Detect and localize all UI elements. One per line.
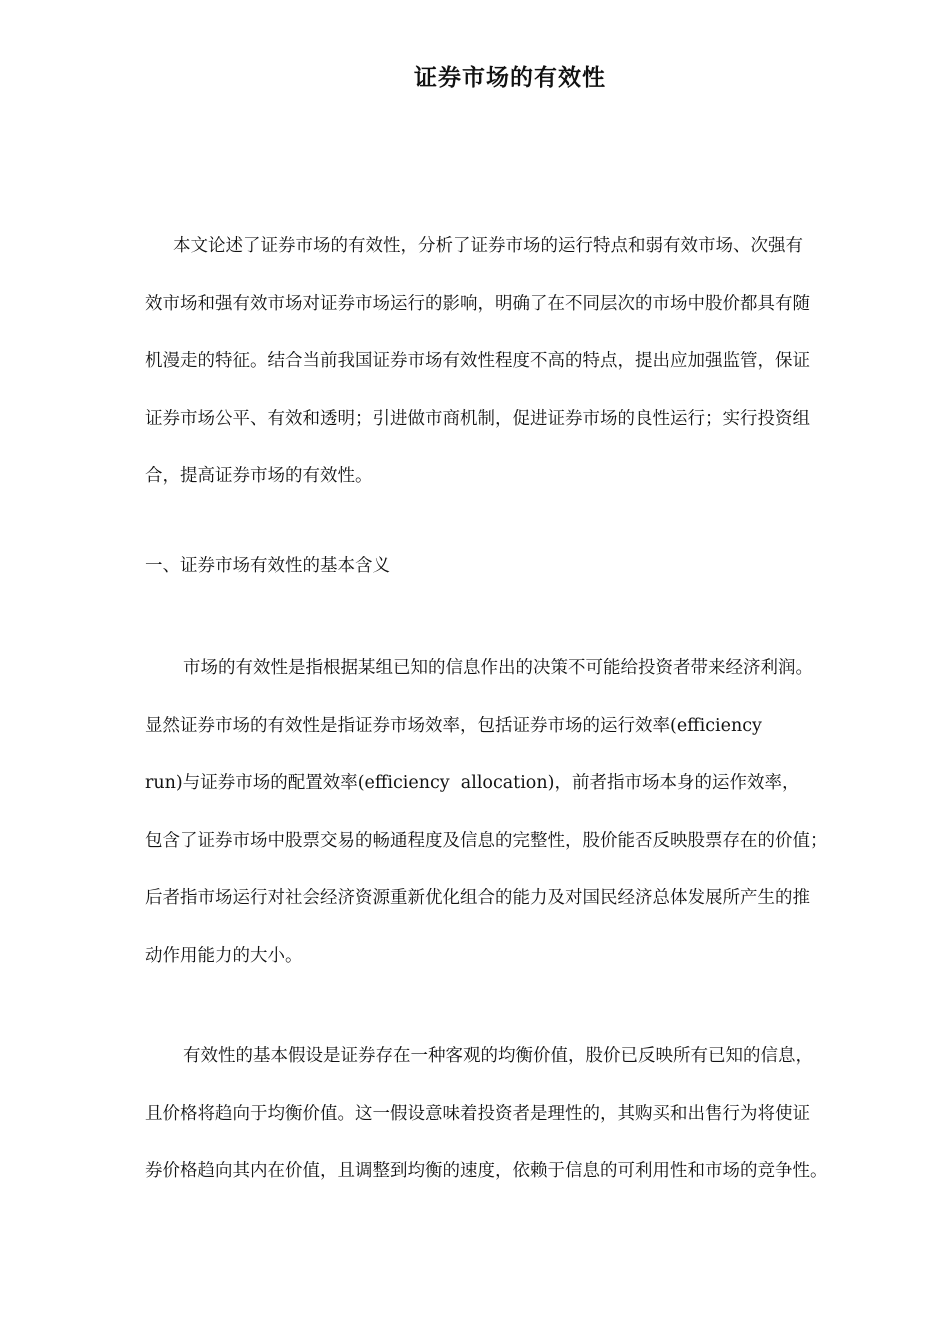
paragraph-line: 证券市场公平、有效和透明；引进做市商机制，促进证券市场的良性运行；实行投资组 — [145, 408, 810, 429]
body-paragraph — [145, 640, 890, 985]
paragraph-line: 机漫走的特征。结合当前我国证券市场有效性程度不高的特点，提出应加强监管，保证 — [145, 351, 810, 371]
paragraph-line: 且价格将趋向于均衡价值。这一假设意味着投资者是理性的，其购买和出售行为将使证 — [145, 1103, 810, 1124]
paragraph-line: 显然证券市场的有效性是指证券市场效率，包括证券市场的运行效率(efficiency — [145, 715, 762, 736]
paragraph-line: 有效性的基本假设是证券存在一种客观的均衡价值，股价已反映所有已知的信息， — [183, 1046, 813, 1066]
section-heading: 一、证券市场有效性的基本含义 — [145, 556, 390, 576]
paragraph-line: 券价格趋向其内在价值，且调整到均衡的速度，依赖于信息的可利用性和市场的竞争性。 — [145, 1161, 828, 1181]
abstract-paragraph — [145, 218, 890, 506]
paragraph-line: 合，提高证券市场的有效性。 — [145, 466, 373, 486]
paragraph-line: 包含了证券市场中股票交易的畅通程度及信息的完整性，股价能否反映股票存在的价值； — [145, 830, 828, 851]
paragraph-line: run)与证券市场的配置效率(efficiency allocation)，前者指市场本身的运作效率， — [145, 773, 800, 793]
paragraph-line: 本文论述了证券市场的有效性，分析了证券市场的运行特点和弱有效市场、次强有 — [173, 236, 803, 256]
body-paragraph — [145, 1028, 890, 1201]
document-title: 证券市场的有效性 — [414, 65, 606, 91]
paragraph-line: 后者指市场运行对社会经济资源重新优化组合的能力及对国民经济总体发展所产生的推 — [145, 888, 810, 908]
paragraph-line: 动作用能力的大小。 — [145, 945, 303, 966]
paragraph-line: 效市场和强有效市场对证券市场运行的影响，明确了在不同层次的市场中股价都具有随 — [145, 293, 810, 314]
paragraph-line: 市场的有效性是指根据某组已知的信息作出的决策不可能给投资者带来经济利润。 — [183, 658, 813, 678]
